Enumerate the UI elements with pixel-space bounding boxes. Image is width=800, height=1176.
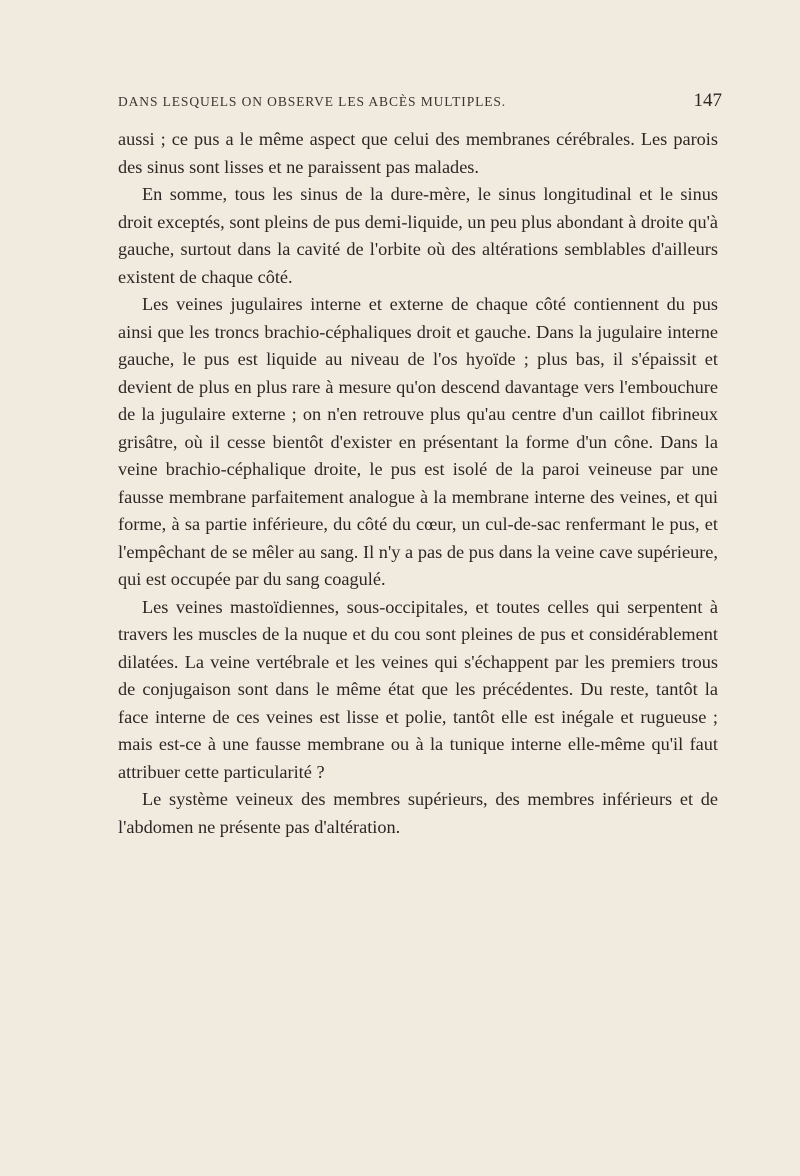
- paragraph-jugular-veins: Les veines jugulaires interne et externe de chaque côté contiennent du pus ainsi que les troncs brachio-céphaliques droit et gauche. Dans la jugulaire interne gauche, le pus est liquide au niveau de l'os hyoïde ; plus bas, il s'épaissit et devient de plus en plus rare à mesure qu'on descend davantage vers l'embouchure de la jugulaire externe ; on n'en retrouve plus qu'au centre d'un caillot fibrineux grisâtre, où il cesse bientôt d'exister en présentant la forme d'un cône. Dans la veine brachio-céphalique droite, le pus est isolé de la paroi veineuse par une fausse membrane parfaitement analogue à la membrane interne des veines, et qui forme, à sa partie inférieure, du côté du cœur, un cul-de-sac renfermant le pus, et l'empêchant de se mêler au sang. Il n'y a pas de pus dans la veine cave supérieure, qui est occupée par du sang coagulé.: [118, 294, 718, 589]
- running-title: DANS LESQUELS ON OBSERVE LES ABCÈS MULTIPLES.: [118, 94, 507, 109]
- running-head: [118, 90, 722, 118]
- paragraph-mastoid-veins: Les veines mastoïdiennes, sous-occipitales, et toutes celles qui serpentent à travers les muscles de la nuque et du cou sont pleines de pus et considérablement dilatées. La veine vertébrale et les veines qui s'échappent par les premiers trous de conjugaison sont dans le même état que les précédentes. Du reste, tantôt la face interne de ces veines est lisse et polie, tantôt elle est inégale et rugueuse ; mais est-ce à une fausse membrane ou à la tunique interne elle-même qu'il faut attribuer cette particularité ?: [118, 596, 718, 782]
- page-number: 147: [693, 90, 722, 111]
- body-text: [118, 126, 718, 841]
- paragraph-continuation: aussi ; ce pus a le même aspect que celui des membranes cérébrales. Les parois des sinus sont lisses et ne paraissent pas malades.: [118, 129, 718, 177]
- paragraph-sinus: En somme, tous les sinus de la dure-mère, le sinus longitudinal et le sinus droit exceptés, sont pleins de pus demi-liquide, un peu plus abondant à droite qu'à gauche, surtout dans la cavité de l'orbite où des altérations semblables d'ailleurs existent de chaque côté.: [118, 184, 718, 287]
- paragraph-venous-system: Le système veineux des membres supérieurs, des membres inférieurs et de l'abdomen ne présente pas d'altération.: [118, 789, 718, 837]
